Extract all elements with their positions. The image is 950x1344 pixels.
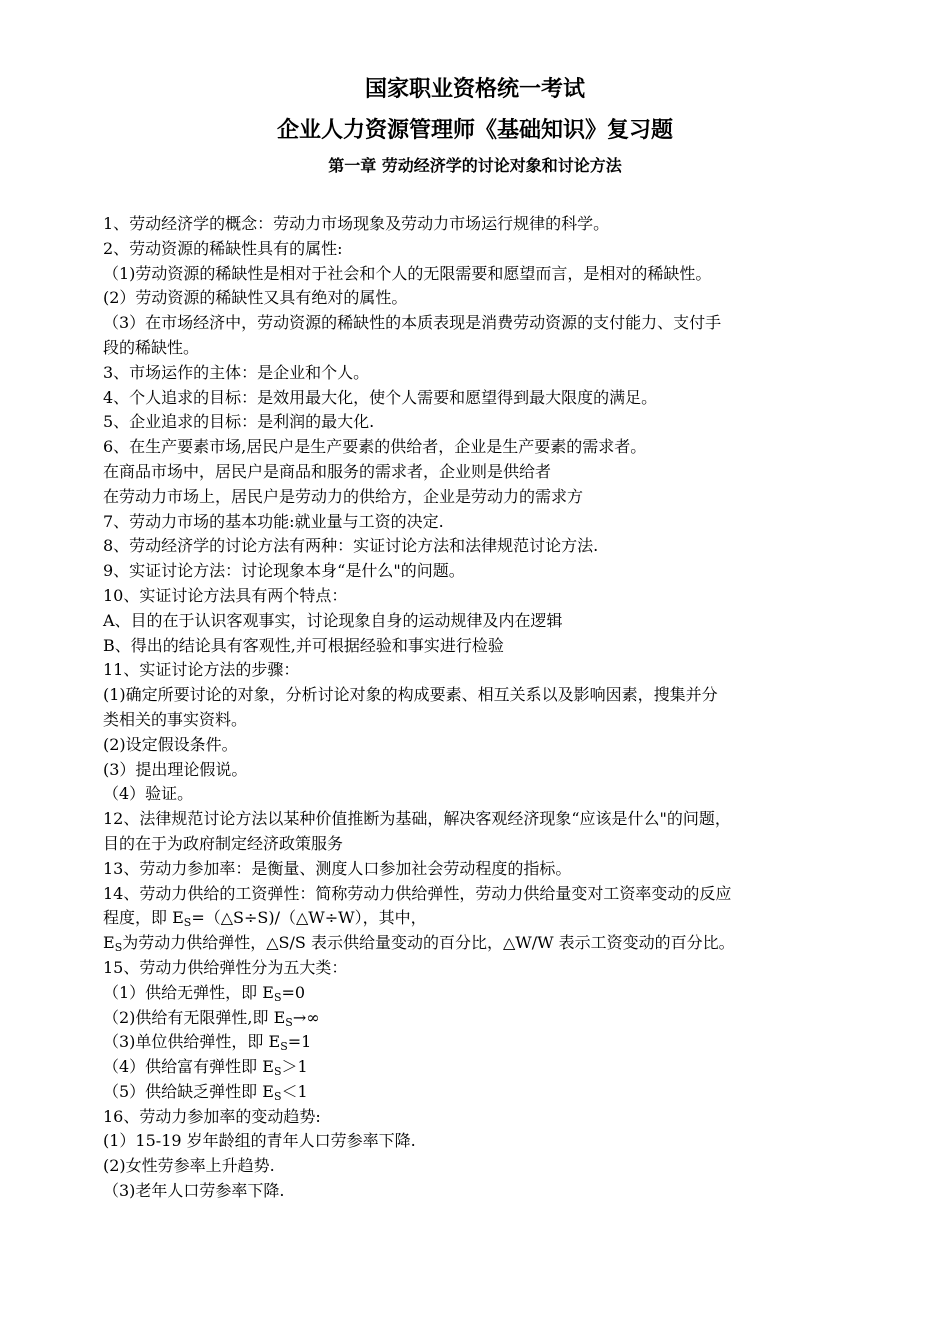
- formula-text: ＞1: [281, 1057, 308, 1077]
- formula-prefix: （5）供给缺乏弹性即 E: [103, 1081, 274, 1101]
- text-line: (1）15-19 岁年龄组的青年人口劳参率下降.: [103, 1131, 416, 1151]
- text-line: 15、劳动力供给弹性分为五大类：: [103, 957, 348, 977]
- text-line: （1)劳动资源的稀缺性是相对于社会和个人的无限需要和愿望而言，是相对的稀缺性。: [103, 263, 712, 283]
- subscript: S: [273, 990, 282, 1004]
- text-line: (1)确定所要讨论的对象，分析讨论对象的构成要素、相互关系以及影响因素，搜集并分: [103, 685, 718, 705]
- chapter-heading: 第一章 劳动经济学的讨论对象和讨论方法: [328, 156, 622, 175]
- text-line: 3、市场运作的主体：是企业和个人。: [103, 362, 370, 382]
- text-line: 5、企业追求的目标：是利润的最大化.: [103, 412, 375, 432]
- formula-prefix: （2)供给有无限弹性,即 E: [103, 1007, 286, 1027]
- text-line: 7、劳动力市场的基本功能:就业量与工资的决定.: [103, 511, 444, 531]
- text-line: （3）在市场经济中，劳动资源的稀缺性的本质表现是消费劳动资源的支付能力、支付手: [103, 313, 722, 333]
- formula-text: =1: [287, 1032, 312, 1052]
- formula-line: [103, 1006, 863, 1031]
- document-title: 国家职业资格统一考试: [364, 77, 585, 102]
- text-line: B、得出的结论具有客观性,并可根据经验和事实进行检验: [103, 635, 504, 655]
- text-line: 6、在生产要素市场,居民户是生产要素的供给者，企业是生产要素的需求者。: [103, 437, 647, 457]
- formula-line: [103, 906, 863, 931]
- text-line: 在商品市场中，居民户是商品和服务的需求者，企业则是供给者: [103, 461, 552, 481]
- text-line: 类相关的事实资料。: [103, 709, 248, 729]
- text-line: (2)女性劳参率上升趋势.: [103, 1156, 275, 1176]
- text-line: 段的稀缺性。: [103, 337, 200, 357]
- document-subtitle: 企业人力资源管理师《基础知识》复习题: [276, 118, 673, 143]
- formula-line: [103, 1080, 863, 1105]
- formula-prefix: E: [103, 933, 115, 953]
- text-line: 10、实证讨论方法具有两个特点：: [103, 585, 348, 605]
- text-line: (3）提出理论假说。: [103, 759, 248, 779]
- text-line: 13、劳动力参加率：是衡量、测度人口参加社会劳动程度的指标。: [103, 858, 572, 878]
- formula-prefix: （1）供给无弹性，即 E: [103, 982, 274, 1002]
- formula-line: [103, 981, 863, 1006]
- text-line: 2、劳动资源的稀缺性具有的属性:: [103, 238, 343, 258]
- formula-text: ＜1: [281, 1081, 308, 1101]
- subscript: S: [273, 1065, 282, 1079]
- text-line: 在劳动力市场上，居民户是劳动力的供给方，企业是劳动力的需求方: [103, 486, 584, 506]
- text-line: A、目的在于认识客观事实，讨论现象自身的运动规律及内在逻辑: [103, 610, 563, 630]
- formula-line: [103, 931, 863, 956]
- subscript: S: [183, 916, 192, 930]
- subscript: S: [114, 941, 123, 955]
- formula-text: =（△S÷S)/（△W÷W），其中，: [191, 908, 427, 928]
- text-line: (2）劳动资源的稀缺性又具有绝对的属性。: [103, 288, 408, 308]
- document-body: [103, 212, 863, 1204]
- text-line: 14、劳动力供给的工资弹性：简称劳动力供给弹性，劳动力供给量变对工资率变动的反应: [103, 883, 732, 903]
- text-line: （4）验证。: [103, 784, 194, 804]
- subscript: S: [273, 1089, 282, 1103]
- text-line: （3)老年人口劳参率下降.: [103, 1181, 285, 1201]
- formula-text: =0: [281, 982, 306, 1002]
- subscript: S: [280, 1040, 288, 1054]
- subscript: S: [285, 1015, 293, 1029]
- document-header: [0, 72, 950, 180]
- text-line: 11、实证讨论方法的步骤：: [103, 660, 300, 680]
- text-line: 16、劳动力参加率的变动趋势:: [103, 1106, 321, 1126]
- formula-prefix: （3)单位供给弹性，即 E: [103, 1032, 281, 1052]
- formula-line: [103, 1030, 863, 1055]
- text-line: 8、劳动经济学的讨论方法有两种：实证讨论方法和法律规范讨论方法.: [103, 536, 599, 556]
- formula-prefix: （4）供给富有弹性即 E: [103, 1057, 274, 1077]
- text-line: 9、实证讨论方法：讨论现象本身“是什么"的问题。: [103, 561, 465, 581]
- formula-text: →∞: [292, 1007, 320, 1027]
- formula-text: 为劳动力供给弹性，△S/S 表示供给量变动的百分比，△W/W 表示工资变动的百分比。: [122, 933, 735, 953]
- text-line: 12、法律规范讨论方法以某种价值推断为基础，解决客观经济现象“应该是什么"的问题，: [103, 809, 731, 829]
- formula-prefix: 程度，即 E: [103, 908, 184, 928]
- text-line: 1、劳动经济学的概念：劳动力市场现象及劳动力市场运行规律的科学。: [103, 214, 610, 233]
- text-line: 4、个人追求的目标：是效用最大化，使个人需要和愿望得到最大限度的满足。: [103, 387, 658, 407]
- text-line: 目的在于为政府制定经济政策服务: [103, 833, 344, 853]
- text-line: (2)设定假设条件。: [103, 734, 238, 754]
- formula-line: [103, 1055, 863, 1080]
